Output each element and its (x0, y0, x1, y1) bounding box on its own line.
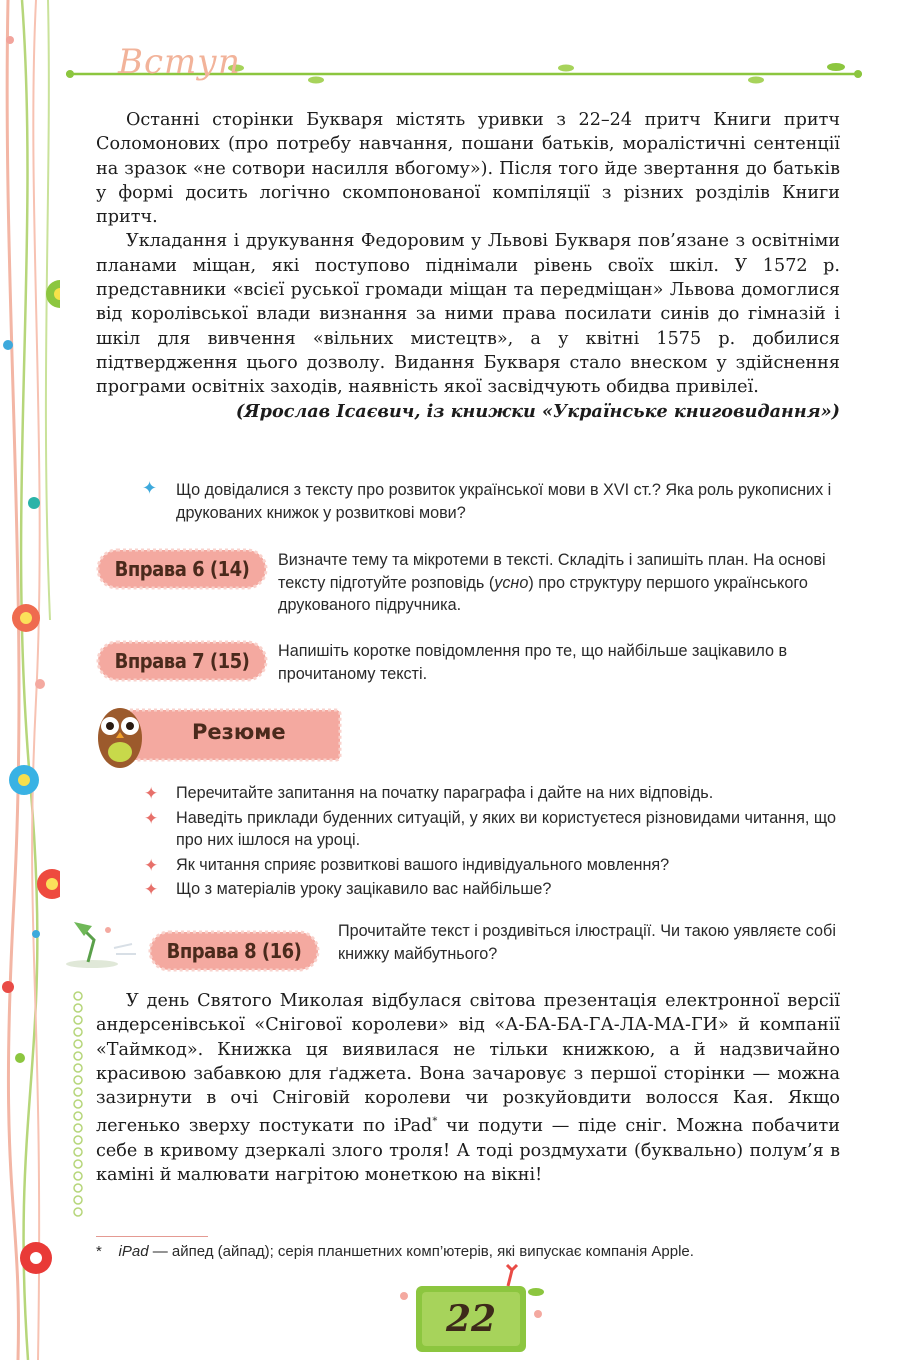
flower-icon (37, 869, 60, 899)
owl-icon (98, 708, 142, 768)
main-text-top (96, 108, 840, 424)
page-number: 22 (445, 1298, 497, 1340)
list-item: ✦ Перечитайте запитання на початку параграфа і дайте на них відповідь. (140, 782, 840, 805)
list-item: ✦ Наведіть приклади буденних ситуацій, у яких ви користуєтеся різновидами читання, що про них ішлося на уроці. (144, 808, 837, 849)
exercise-label: Вправа 7 (15) (114, 649, 250, 673)
section-title: Вступ (118, 42, 241, 82)
exercise-badge-8 (148, 930, 320, 972)
flower-icon (12, 604, 40, 632)
summary-banner (96, 700, 346, 772)
flower-icon (46, 280, 60, 308)
star-icon: ✦ (144, 855, 159, 875)
exercise-badge-6 (96, 548, 268, 590)
page-number-box (396, 1262, 546, 1360)
exercise-badge-7 (96, 640, 268, 682)
star-icon: ✦ (142, 478, 158, 499)
footnote-divider (96, 1236, 208, 1237)
exercise-text-7: Напишіть коротке повідомлення про те, що найбільше зацікавило в прочитаному тексті. (278, 642, 788, 683)
exercise-text-6: Визначте тему та мікротеми в тексті. Складіть і запишіть план. На основі тексту підготуйте розповідь (усно) про структуру першого українського друкованого підручника. (278, 551, 826, 614)
exercise-label: Вправа 8 (16) (166, 939, 302, 963)
paragraph: Укладання і друкування Федоровим у Львові Букваря пов’язане з освітніми планами міщан, які поступово піднімали рівень своїх шкіл. У 1572 р. представники «всієї руської громади міщан та передміщан» Львова домоглися від королівської влади визнання за ними права посилати синів до гімназій і шкіл для вивчення «вільних мистецтв», а у квітні 1575 р. добилися підтвердження цього дозволу. Видання Букваря стало внеском у здійснення програми освітніх заходів, наявність якої засвідчують обидва привілеї. (96, 231, 840, 398)
list-item: ✦ Що з матеріалів уроку зацікавило вас найбільше? (140, 878, 840, 901)
summary-list (140, 782, 840, 903)
star-icon: ✦ (144, 808, 159, 828)
dotted-border (72, 990, 84, 1220)
paragraph: Останні сторінки Букваря містять уривки з 22–24 притч Книги притч Соломонових (про потребу навчання, пошани батьків, моралістичні сентенції на зразок «не сотвори насилля вбогому»). Після того йде звертання до батьків у формі досить логічно скомпонованої компіляції з різних розділів Книги притч. (96, 110, 840, 228)
exercise-label: Вправа 6 (14) (114, 557, 250, 581)
star-icon: ✦ (144, 784, 159, 803)
attribution: (Ярослав Ісаєвич, із книжки «Українське книговидання») (235, 400, 840, 422)
exercise-text-8: Прочитайте текст і роздивіться ілюстрації. Чи такою уявляєте собі книжку майбутнього? (338, 922, 836, 963)
question-text: Що довідалися з тексту про розвиток української мови в XVI ст.? Яка роль рукописних і друкованих книжок у розвиткові мови? (176, 481, 832, 522)
footnote: * iPad — айпед (айпад); серія планшетних комп’ютерів, які випускає компанія Apple. (96, 1243, 694, 1260)
flower-icon (20, 1242, 52, 1274)
main-text-bottom (96, 989, 840, 1187)
list-item: ✦ Як читання сприяє розвиткові вашого індивідуального мовлення? (140, 854, 840, 877)
star-icon: ✦ (144, 880, 159, 899)
page-header (66, 40, 862, 90)
flower-icon (9, 765, 39, 795)
lamp-icon (58, 918, 138, 970)
vine-decoration (0, 0, 60, 1360)
summary-label: Резюме (192, 720, 286, 744)
paragraph: У день Святого Миколая відбулася світова презентація електронної версії андерсенівської «Снігової королеви» від «А-БА-БА-ГА-ЛА-МА-ГИ» й компанії «Таймкод». Книжка ця виявилася не тільки книжкою, а й надзвичайно красивою забавкою для ґаджета. Вона зачаровує з першої сторінки — можна зазирнути в очі Сніговій королеви чи розкуйовдити волосся Кая. Якщо легенько зверху постукати по iPad* чи подути — піде сніг. Можна побачити себе в кривому дзеркалі злого троля! А тоді роздмухати (буквально) полум’я в каміні й малювати нагрітою монеткою на вікні! (96, 991, 840, 1185)
